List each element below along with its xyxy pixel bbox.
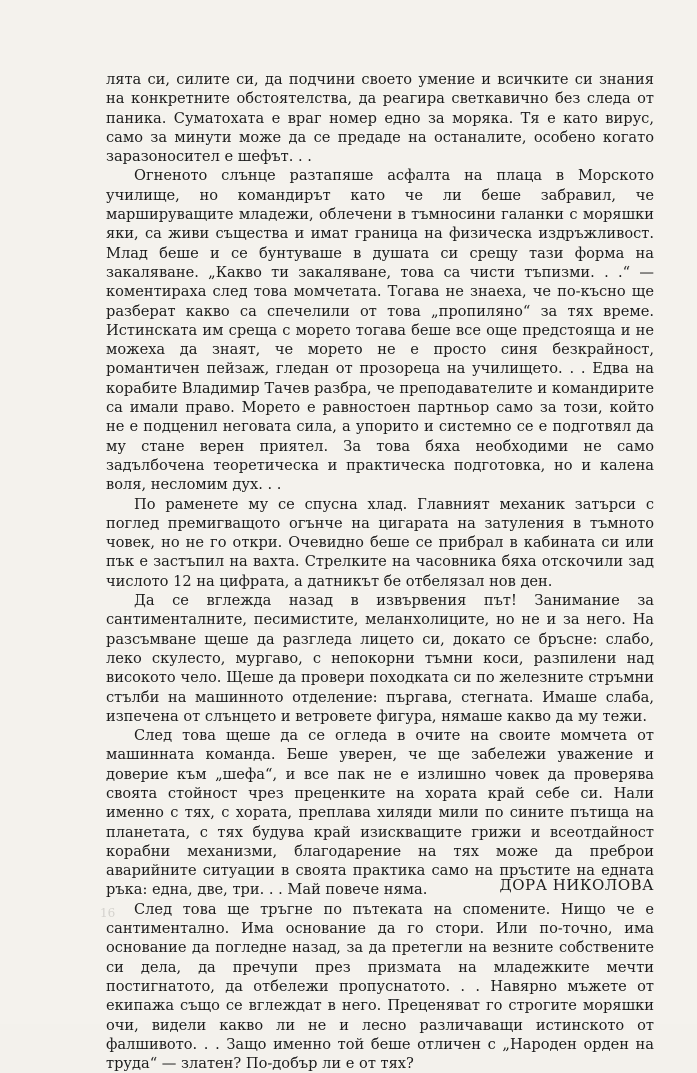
paragraph-memories: След това ще тръгне по пътеката на спомените. Нищо че е сантиментално. Има основание да го стори. Или по-точно, има основание да погледне назад, за да претегли на везните собствените си дела, да пречупи през призмата на младежките мечти постигнатото, да отбележи пропуснатото. . . Навярно мъжете от екипажа също се вглеждат в него. Преценяват го строгите моряшки очи, видели какво ли не и лесно различаващи истинското от фалшивото. . . Защо именно той беше отличен с „Народен орден на труда“ — златен? По-добър ли е от тях? <box>106 900 654 1073</box>
author-signature: ДОРА НИКОЛОВА <box>499 876 654 894</box>
article-body <box>106 70 654 1073</box>
paragraph-continuation: лята си, силите си, да подчини своето умение и всичките си знания на конкретните обстоятелства, да реагира светкавично без следа от паника. Суматохата е враг номер едно за моряка. Тя е като вирус, само за минути може да се предаде на останалите, особено когато заразоносител е шефът. . . <box>106 71 654 166</box>
paragraph-looking-back: Да се вглежда назад в извървения път! Занимание за сантименталните, песимистите, меланхолиците, но не и за него. На разсъмване щеше да разгледа лицето си, докато се бръсне: слабо, леко скулесто, мургаво, с непокорни тъмни коси, разпилени над високото чело. Щеше да провери походката си по железните стръмни стълби на машинното отделение: пъргава, стегната. Имаше слаба, изпечена от слънцето и ветровете фигура, нямаше какво да му тежи. <box>106 592 654 725</box>
page-number: 16 <box>100 906 116 920</box>
paragraph-naval-school: Огненото слънце разтапяше асфалта на плаца в Морското училище, но командирът като че ли беше забравил, че марширувaщите младежи, облечени в тъмносини галанки с моряшки яки, са живи същества и имат граница на физическа издръжливост. Млад беше и се бунтуваше в душата си срещу тази форма на закаляване. „Какво ти закаляване, това са чисти тъпизми. . .“ — коментираха след това момчетата. Тогава не знаеха, че по-късно ще разберат какво са спечелили от това „пропиляно“ за тях време. Истинската им среща с морето тогава беше все още предстояща и не можеха да знаят, че морето не е просто синя безкрайност, романтичен пейзаж, гледан от прозореца на училището. . . Едва на корабите Владимир Тачев разбра, че преподавателите и командирите са имали право. Морето е равностоен партньор само за този, който не е подценил неговата сила, а упорито и системно се е подготвял да му стане верен приятел. За това бяха необходими не само задълбочена теоретическа и практическа подготовка, но и калена воля, несломим дух. . . <box>106 167 654 494</box>
paragraph-crew: След това щеше да се огледа в очите на своите момчета от машинната команда. Беше уверен, че ще забележи уважение и доверие към „шефа“, и все пак не е излишно човек да проверява своята стойност чрез преценките на хората край себе си. Нали именно с тях, с хората, преплава хиляди мили по сините пътища на планетата, с тях будува край изискващите грижи и всеотдайност корабни механизми, благодарение на тях може да преброи аварийните ситуации в своята практика само на пръстите на едната ръка: една, две, три. . . Май повече няма. <box>106 727 654 899</box>
paragraph-night-watch: По раменете му се спусна хлад. Главният механик затърси с поглед премигващото огънче на цигарата на затуления в тъмното човек, но не го откри. Очевидно беше се прибрал в кабината си или пък е застъпил на вахта. Стрелките на часовника бяха отскочили зад числото 12 на цифрата, а датникът бе отбелязал нов ден. <box>106 495 654 590</box>
